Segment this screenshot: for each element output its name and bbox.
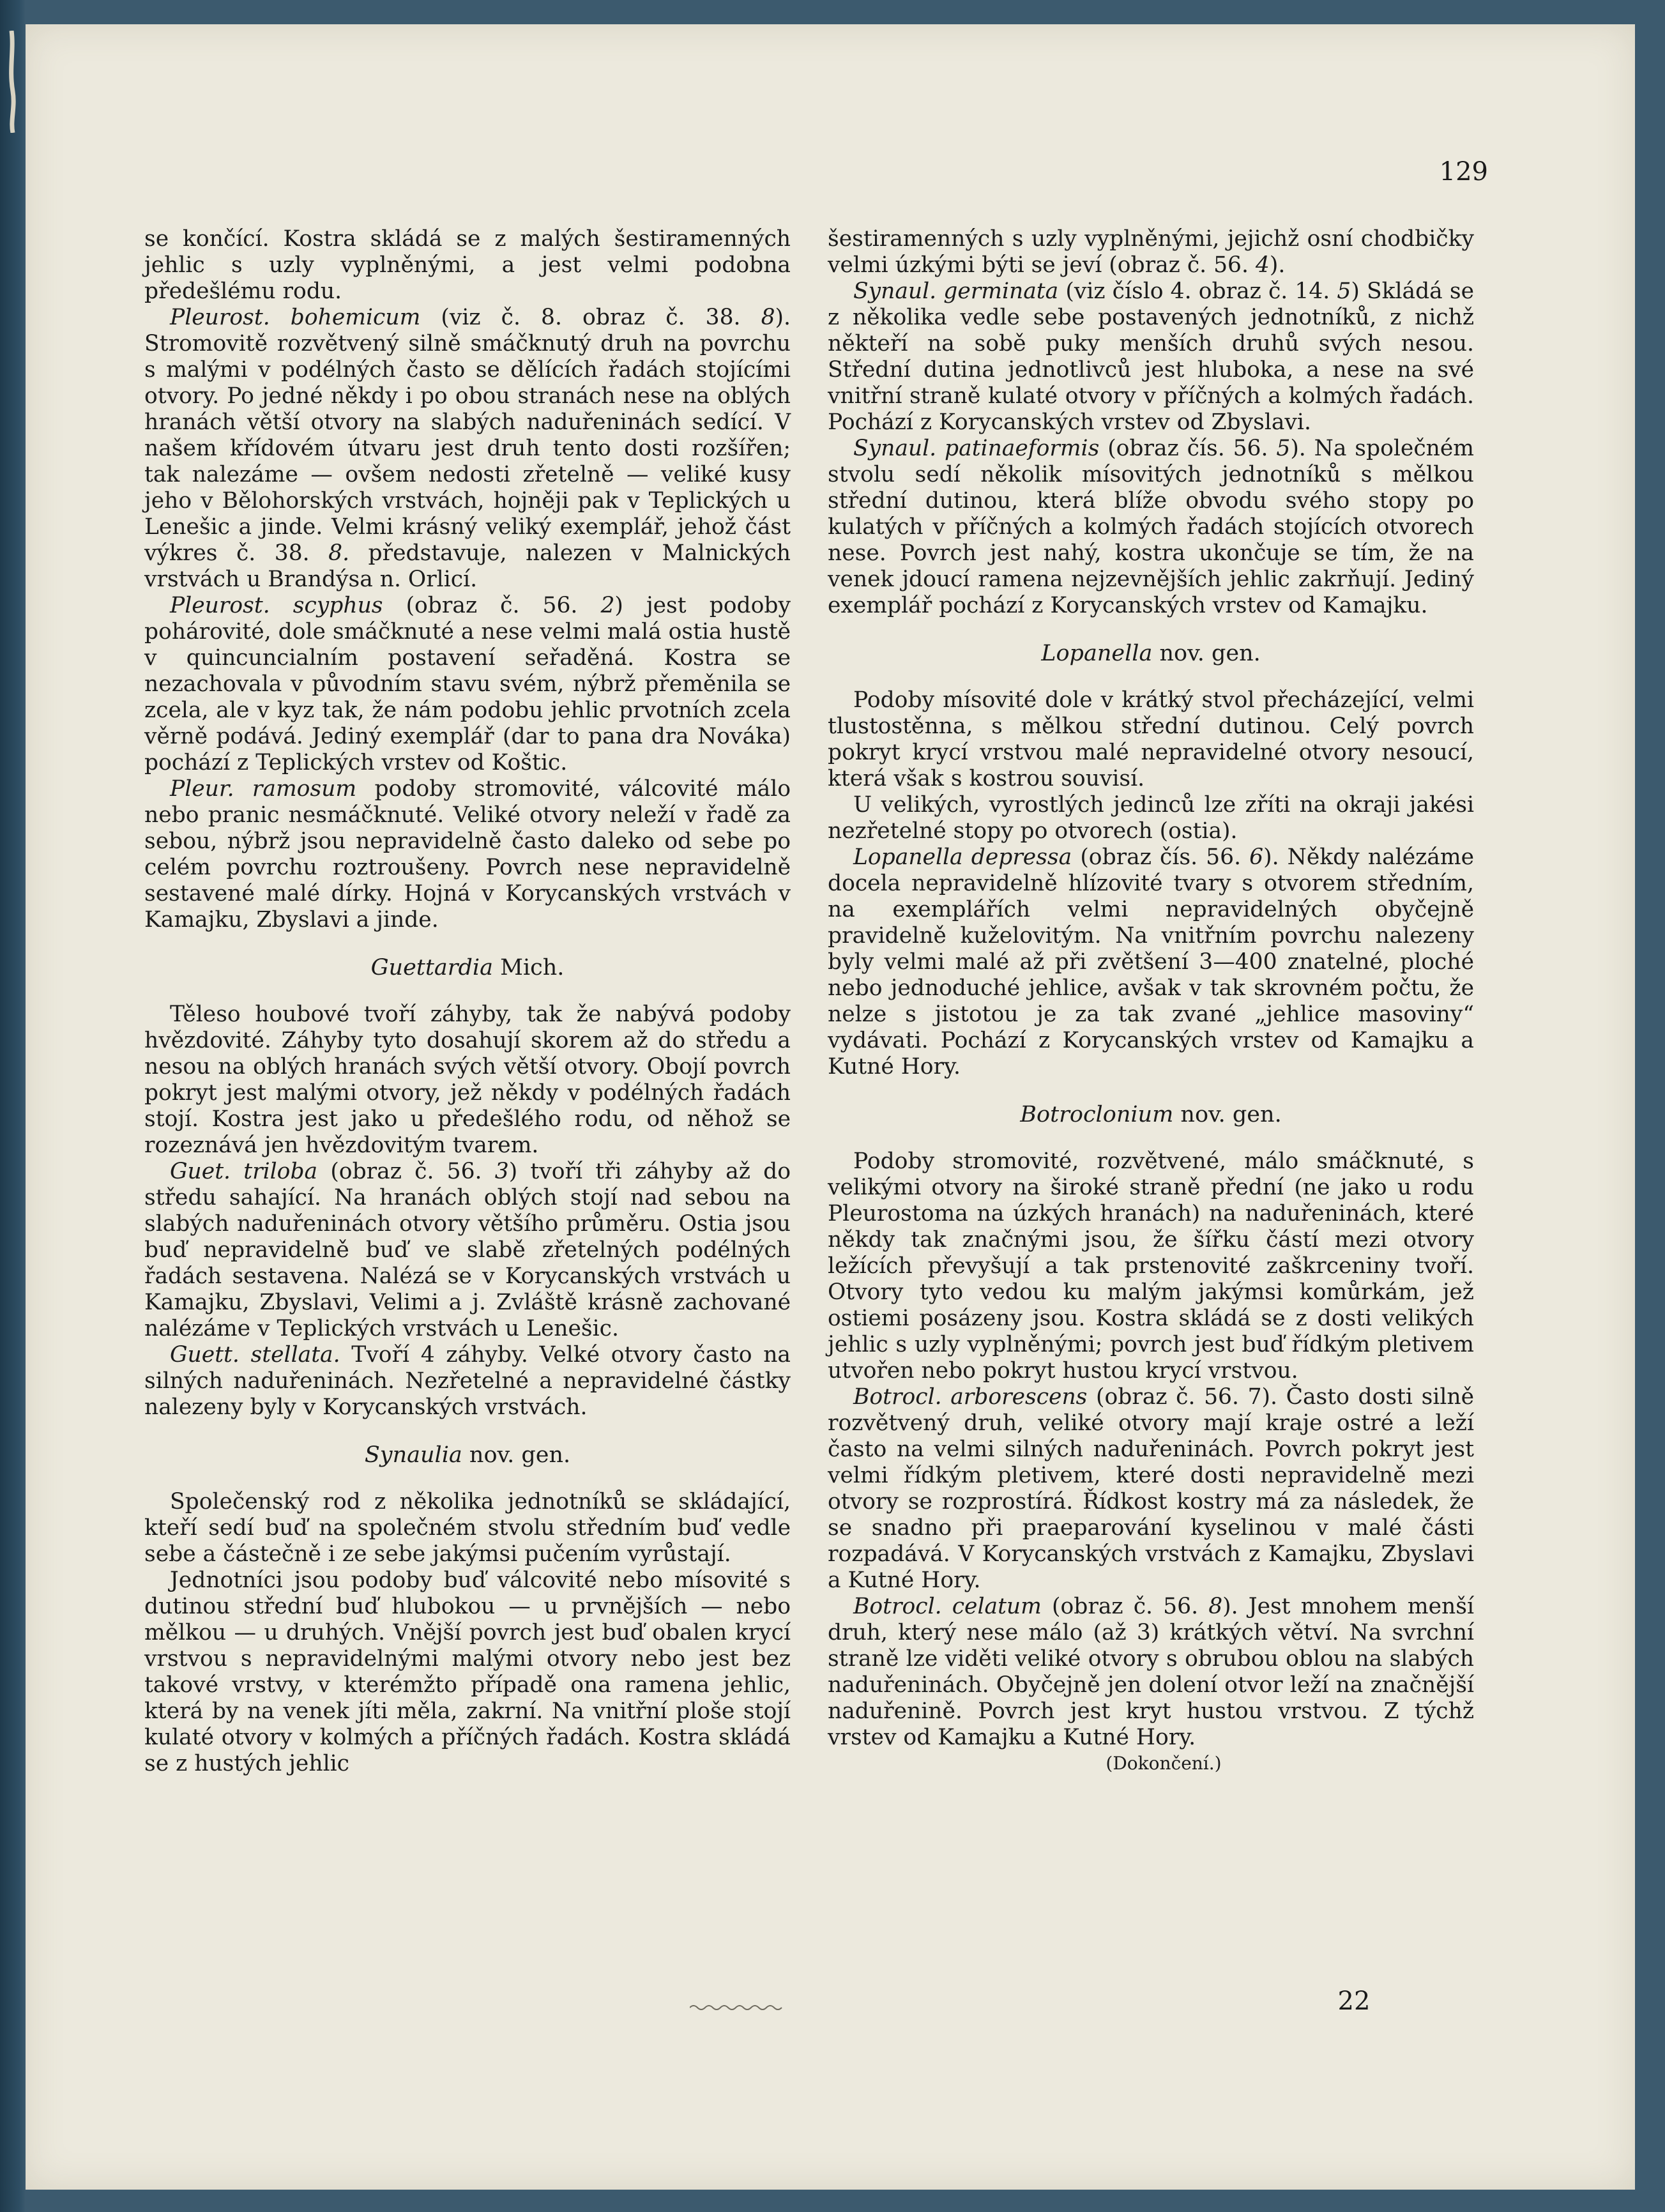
paragraph: Podoby mísovité dole v krátký stvol přecházející, velmi tlustostěnna, s mělkou střední dutinou. Celý povrch pokryt krycí vrstvou malé nepravidelné otvory nesoucí, která však s kostrou souvisí. xyxy=(828,687,1474,791)
right-column xyxy=(828,226,1474,1776)
paragraph: U velikých, vyrostlých jedinců lze zříti na okraji jakési nezřetelné stopy po otvorech (ostia). xyxy=(828,792,1474,844)
paragraph: šestiramenných s uzly vyplněnými, jejichž osní chodbičky velmi úzkými býti se jeví (obraz č. 56. 4). xyxy=(828,226,1474,278)
book-page xyxy=(26,24,1635,2190)
species-name: Pleurost. bohemicum xyxy=(170,305,421,330)
paragraph: Pleur. ramosum podoby stromovité, válcovité málo nebo pranic nesmáčknuté. Veliké otvory neleží v řadě za sebou, nýbrž jsou nepravidelně často daleko od sebe po celém povrchu roztroušeny. Povrch nese nepravidelně sestavené malé dírky. Hojná v Korycanských vrstvách v Kamajku, Zbyslavi a jinde. xyxy=(144,776,791,933)
species-name: Pleurost. scyphus xyxy=(170,593,383,618)
paragraph: Guet. triloba (obraz č. 56. 3) tvoří tři záhyby až do středu sahající. Na hranách oblých stojí nad sebou na slabých naduřeninách otvory většího průměru. Ostia jsou buď nepravidelně buď ve slabě zřetelných podélných řadách sestavena. Nalézá se v Korycanských vrstvách u Kamajku, Zbyslavi, Velimi a j. Zvláště krásně zachované nalézáme v Teplických vrstvách u Lenešic. xyxy=(144,1159,791,1341)
continued-note: (Dokončení.) xyxy=(1106,1753,1222,1774)
species-name: Lopanella depressa xyxy=(853,844,1072,870)
species-name: Pleur. ramosum xyxy=(170,776,357,802)
species-name: Guett. stellata. xyxy=(170,1342,340,1368)
paragraph: Těleso houbové tvoří záhyby, tak že nabývá podoby hvězdovité. Záhyby tyto dosahují skorem až do středu a nesou na oblých hranách svých větší otvory. Obojí povrch pokryt jest malými otvory, jež někdy v podélných řadách stojí. Kostra jest jako u předešlého rodu, od něhož se rozeznává jen hvězdovitým tvarem. xyxy=(144,1002,791,1158)
paragraph: Pleurost. scyphus (obraz č. 56. 2) jest podoby pohárovité, dole smáčknuté a nese velmi malá ostia hustě v quincuncialním postavení seřaděná. Kostra se nezachovala v původním stavu svém, nýbrž přeměnila se zcela, ale v kyz tak, že nám podobu jehlic prvotních zcela věrně podává. Jediný exemplář (dar to pana dra Nováka) pochází z Teplických vrstev od Koštic. xyxy=(144,593,791,775)
genus-heading: Synaulia nov. gen. xyxy=(364,1442,571,1468)
genus-heading: Guettardia Mich. xyxy=(370,955,565,980)
paragraph: Synaul. germinata (viz číslo 4. obraz č. 14. 5) Skládá se z několika vedle sebe postavených jednotníků, z nichž někteří na sobě puky menších druhů svých nesou. Střední dutina jednotlivců jest hluboka, a nese na své vnitřní straně kulaté otvory v příčných a kolmých řadách. Pochází z Korycanských vrstev od Zbyslavi. xyxy=(828,278,1474,435)
genus-heading: Botroclonium nov. gen. xyxy=(1020,1102,1282,1127)
paragraph: Jednotníci jsou podoby buď válcovité nebo mísovité s dutinou střední buď hlubokou — u prvnějších — nebo mělkou — u druhých. Vnější povrch jest buď obalen krycí vrstvou s nepravidelnými malými otvory nebo jest bez takové vrstvy, v kterémžto případě ona ramena jehlic, která by na venek jíti měla, zakrní. Na vnitřní ploše stojí kulaté otvory v kolmých a příčných řadách. Kostra skládá se z hustých jehlic xyxy=(144,1567,791,1776)
paragraph: Botrocl. celatum (obraz č. 56. 8). Jest mnohem menší druh, který nese málo (až 3) krátkých větví. Na svrchní straně lze viděti veliké otvory s obrubou oblou na slabých naduřeninách. Obyčejně jen dolení otvor leží na značnější naduřenině. Povrch jest kryt hustou vrstvou. Z týchž vrstev od Kamajku a Kutné Hory. xyxy=(828,1594,1474,1750)
species-name: Guet. triloba xyxy=(170,1159,318,1184)
paragraph: Botrocl. arborescens (obraz č. 56. 7). Často dosti silně rozvětvený druh, veliké otvory mají kraje ostré a leží často na velmi silných naduřeninách. Povrch pokryt jest velmi řídkým pletivem, které dosti nepravidelně mezi otvory se rozprostírá. Řídkost kostry má za následek, že se snadno při praeparování kyselinou v malé části rozpadává. V Korycanských vrstvách z Kamajku, Zbyslavi a Kutné Hory. xyxy=(828,1384,1474,1593)
paragraph: Synaul. patinaeformis (obraz čís. 56. 5). Na společném stvolu sedí několik mísovitých jednotníků s mělkou střední dutinou, která blíže obvodu svého stopy po kulatých v příčných a kolmých řadách stojících otvorech nese. Povrch jest nahý, kostra ukončuje se tím, že na venek jdoucí ramena nejzevnějších jehlic zakrňují. Jediný exemplář pochází z Korycanských vrstev od Kamajku. xyxy=(828,436,1474,618)
species-name: Synaul. germinata xyxy=(853,278,1059,304)
page-number: 129 xyxy=(1439,157,1488,187)
genus-heading: Lopanella nov. gen. xyxy=(1041,641,1261,666)
species-name: Botrocl. arborescens xyxy=(853,1384,1088,1410)
wavy-ornament xyxy=(690,2003,786,2012)
binding-mark xyxy=(5,31,19,133)
species-name: Botrocl. celatum xyxy=(853,1594,1042,1619)
paragraph: Guett. stellata. Tvoří 4 záhyby. Velké otvory často na silných naduřeninách. Nezřetelné a nepravidelné částky nalezeny byly v Korycanských vrstvách. xyxy=(144,1342,791,1420)
left-column xyxy=(144,226,791,1777)
paragraph: Podoby stromovité, rozvětvené, málo smáčknuté, s velikými otvory na široké straně přední (ne jako u rodu Pleurostoma na úzkých hranách) na naduřeninách, které někdy tak značnými jsou, že šířku částí mezi otvory ležících převyšují a tak prstenovité zaškrceniny tvoří. Otvory tyto vedou ku malým jakýmsi komůrkám, jež ostiemi posázeny jsou. Kostra skládá se z dosti velikých jehlic s uzly vyplněnými; povrch jest buď řídkým pletivem utvořen nebo pokryt hustou krycí vrstvou. xyxy=(828,1148,1474,1384)
sheet-number: 22 xyxy=(1337,1987,1371,2016)
species-name: Synaul. patinaeformis xyxy=(853,436,1100,461)
paragraph: Společenský rod z několika jednotníků se skládající, kteří sedí buď na společném stvolu středním buď vedle sebe a částečně i ze sebe jakýmsi pučením vyrůstají. xyxy=(144,1489,791,1567)
paragraph: Pleurost. bohemicum (viz č. 8. obraz č. 38. 8). Stromovitě rozvětvený silně smáčknutý druh na povrchu s malými v podélných často se dělících řadách stojícími otvory. Po jedné někdy i po obou stranách nese na oblých hranách větší otvory na slabých naduřeninách sedící. V našem křídovém útvaru jest druh tento dosti rozšířen; tak nalezáme — ovšem nedosti zřetelně — veliké kusy jeho v Bělohorských vrstvách, hojněji pak v Teplických u Lenešic a jinde. Velmi krásný veliký exemplář, jehož část výkres č. 38. 8. představuje, nalezen v Malnických vrstvách u Brandýsa n. Orlicí. xyxy=(144,305,791,592)
paragraph: Lopanella depressa (obraz čís. 56. 6). Někdy nalézáme docela nepravidelně hlízovité tvary s otvorem středním, na exemplářích velmi nepravidelných obyčejně pravidelně kuželovitým. Na vnitřním povrchu nalezeny byly velmi malé až při zvětšení 3—400 znatelné, ploché nebo jednoduché jehlice, avšak v tak skrovném počtu, že nelze s jistotou je za tak zvané „jehlice masoviny“ vydávati. Pochází z Korycanských vrstev od Kamajku a Kutné Hory. xyxy=(828,844,1475,1079)
paragraph: se končící. Kostra skládá se z malých šestiramenných jehlic s uzly vyplněnými, a jest velmi podobna předešlému rodu. xyxy=(144,226,791,304)
